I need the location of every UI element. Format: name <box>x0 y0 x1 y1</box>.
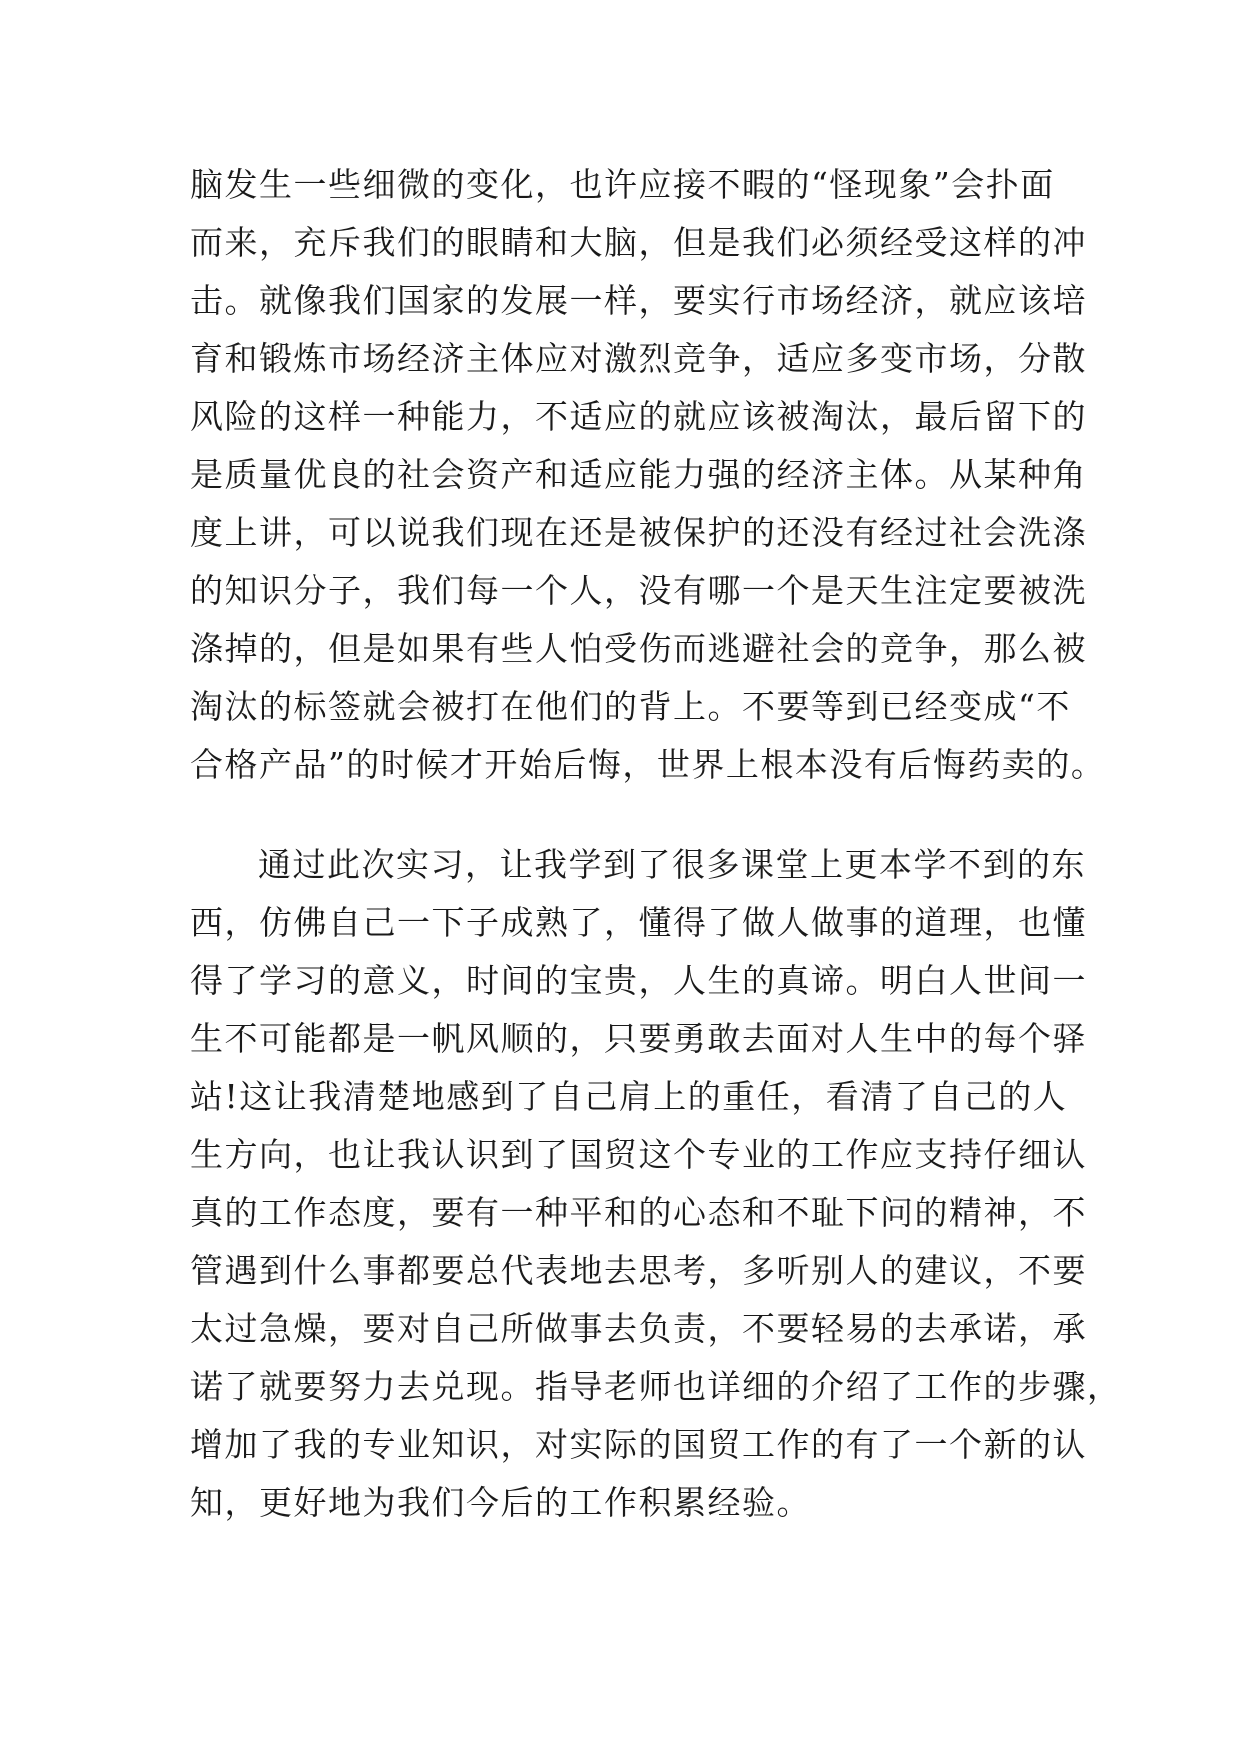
paragraph-line: 真的工作态度，要有一种平和的心态和不耻下问的精神，不 <box>190 1193 1087 1232</box>
paragraph-line: 育和锻炼市场经济主体应对激烈竞争，适应多变市场，分散 <box>190 339 1087 378</box>
paragraph-line: 增加了我的专业知识，对实际的国贸工作的有了一个新的认 <box>190 1425 1087 1464</box>
paragraph-line: 脑发生一些细微的变化，也许应接不暇的“怪现象”会扑面 <box>190 165 1055 204</box>
paragraph-line: 生不可能都是一帆风顺的，只要勇敢去面对人生中的每个驿 <box>190 1019 1087 1058</box>
paragraph-line: 生方向，也让我认识到了国贸这个专业的工作应支持仔细认 <box>190 1135 1087 1174</box>
paragraph-line: 而来，充斥我们的眼睛和大脑，但是我们必须经受这样的冲 <box>190 223 1087 262</box>
paragraph-line: 击。就像我们国家的发展一样，要实行市场经济，就应该培 <box>190 281 1087 320</box>
paragraph-line: 涤掉的，但是如果有些人怕受伤而逃避社会的竞争，那么被 <box>190 629 1087 668</box>
paragraph-line: 知，更好地为我们今后的工作积累经验。 <box>190 1483 811 1522</box>
paragraph-line: 诺了就要努力去兑现。指导老师也详细的介绍了工作的步骤， <box>190 1367 1122 1406</box>
paragraph-line: 通过此次实习，让我学到了很多课堂上更本学不到的东 <box>258 845 1086 884</box>
paragraph-line: 太过急燥，要对自己所做事去负责，不要轻易的去承诺，承 <box>190 1309 1087 1348</box>
paragraph-line: 风险的这样一种能力，不适应的就应该被淘汰，最后留下的 <box>190 397 1087 436</box>
paragraph-line: 西，仿佛自己一下子成熟了，懂得了做人做事的道理，也懂 <box>190 903 1087 942</box>
paragraph-line: 合格产品”的时候才开始后悔，世界上根本没有后悔药卖的。 <box>190 745 1106 784</box>
paragraph-line: 的知识分子，我们每一个人，没有哪一个是天生注定要被洗 <box>190 571 1087 610</box>
paragraph-2 <box>190 836 1122 1532</box>
paragraph-line: 得了学习的意义，时间的宝贵，人生的真谛。明白人世间一 <box>190 961 1087 1000</box>
paragraph-line: 是质量优良的社会资产和适应能力强的经济主体。从某种角 <box>190 455 1087 494</box>
paragraph-line: 淘汰的标签就会被打在他们的背上。不要等到已经变成“不 <box>190 687 1071 726</box>
paragraph-line: 管遇到什么事都要总代表地去思考，多听别人的建议，不要 <box>190 1251 1087 1290</box>
paragraph-1 <box>190 156 1106 794</box>
paragraph-line: 度上讲，可以说我们现在还是被保护的还没有经过社会洗涤 <box>190 513 1087 552</box>
paragraph-line: 站!这让我清楚地感到了自己肩上的重任，看清了自己的人 <box>190 1077 1068 1116</box>
